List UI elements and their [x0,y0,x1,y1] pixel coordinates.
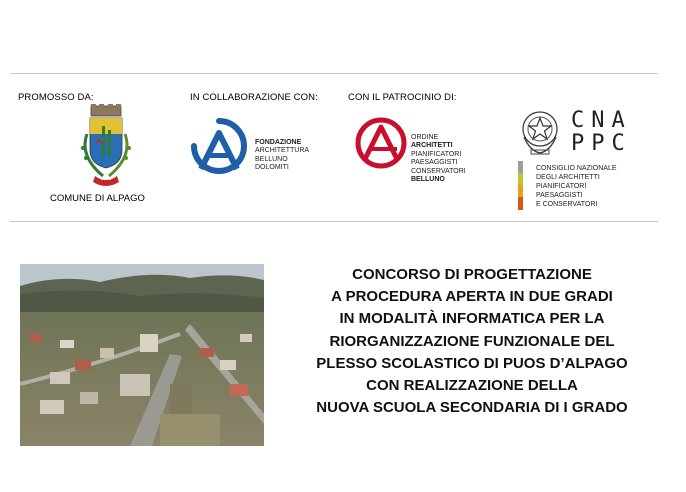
fondazione-line2: ARCHITETTURA [255,147,310,155]
ordine-text [411,134,466,184]
cnappc-letters-top: CNA [571,108,632,133]
cnappc-color-bar-yellow [518,173,523,185]
title-line5: PLESSO SCOLASTICO DI PUOS D’ALPAGO [316,354,628,372]
competition-title [272,264,672,419]
cnappc-description [536,164,617,209]
cnappc-desc5: E CONSERVATORI [536,201,598,208]
cnappc-desc3: PIANIFICATORI [536,183,587,190]
ordine-line2: ARCHITETTI [411,142,453,150]
fondazione-line3: BELLUNO [255,155,288,163]
aerial-town-photo [20,264,264,446]
cnappc-desc4: PAESAGGISTI [536,192,583,199]
fondazione-line1: FONDAZIONE [255,139,302,146]
fondazione-text [255,139,309,173]
title-line2: A PROCEDURA APERTA IN DUE GRADI [331,288,613,306]
comune-coat-of-arms-icon [73,104,139,190]
bottom-divider [10,221,658,222]
ordine-line5: CONSERVATORI [411,167,466,175]
title-line7: NUOVA SCUOLA SECONDARIA DI I GRADO [316,399,628,417]
cnappc-color-bar-red [518,197,523,210]
cnappc-color-bar-gray [518,161,523,173]
ordine-line3: PIANIFICATORI [411,150,462,158]
ordine-logo-icon [353,115,409,171]
title-line4: RIORGANIZZAZIONE FUNZIONALE DEL [329,332,615,350]
collaborazione-label: IN COLLABORAZIONE CON: [190,92,318,103]
title-line1: CONCORSO DI PROGETTAZIONE [352,266,592,283]
cnappc-desc1: CONSIGLIO NAZIONALE [536,165,617,172]
cnappc-desc2: DEGLI ARCHITETTI [536,174,600,181]
cnappc-color-bar-orange [518,185,523,197]
ordine-line6: BELLUNO [411,176,445,184]
fondazione-line4: DOLOMITI [255,164,289,172]
ordine-line1: ORDINE [411,134,439,141]
cnappc-letters-bottom: PPC [571,131,632,156]
promosso-label: PROMOSSO DA: [18,92,94,103]
patrocinio-label: CON IL PATROCINIO DI: [348,92,457,103]
title-line3: IN MODALITÀ INFORMATICA PER LA [339,310,605,328]
title-line6: CON REALIZZAZIONE DELLA [366,377,578,395]
italian-emblem-icon [516,107,564,157]
fondazione-logo-icon [190,117,248,175]
ordine-line4: PAESAGGISTI [411,159,458,167]
comune-name: COMUNE DI ALPAGO [50,193,145,204]
top-divider [10,73,658,74]
